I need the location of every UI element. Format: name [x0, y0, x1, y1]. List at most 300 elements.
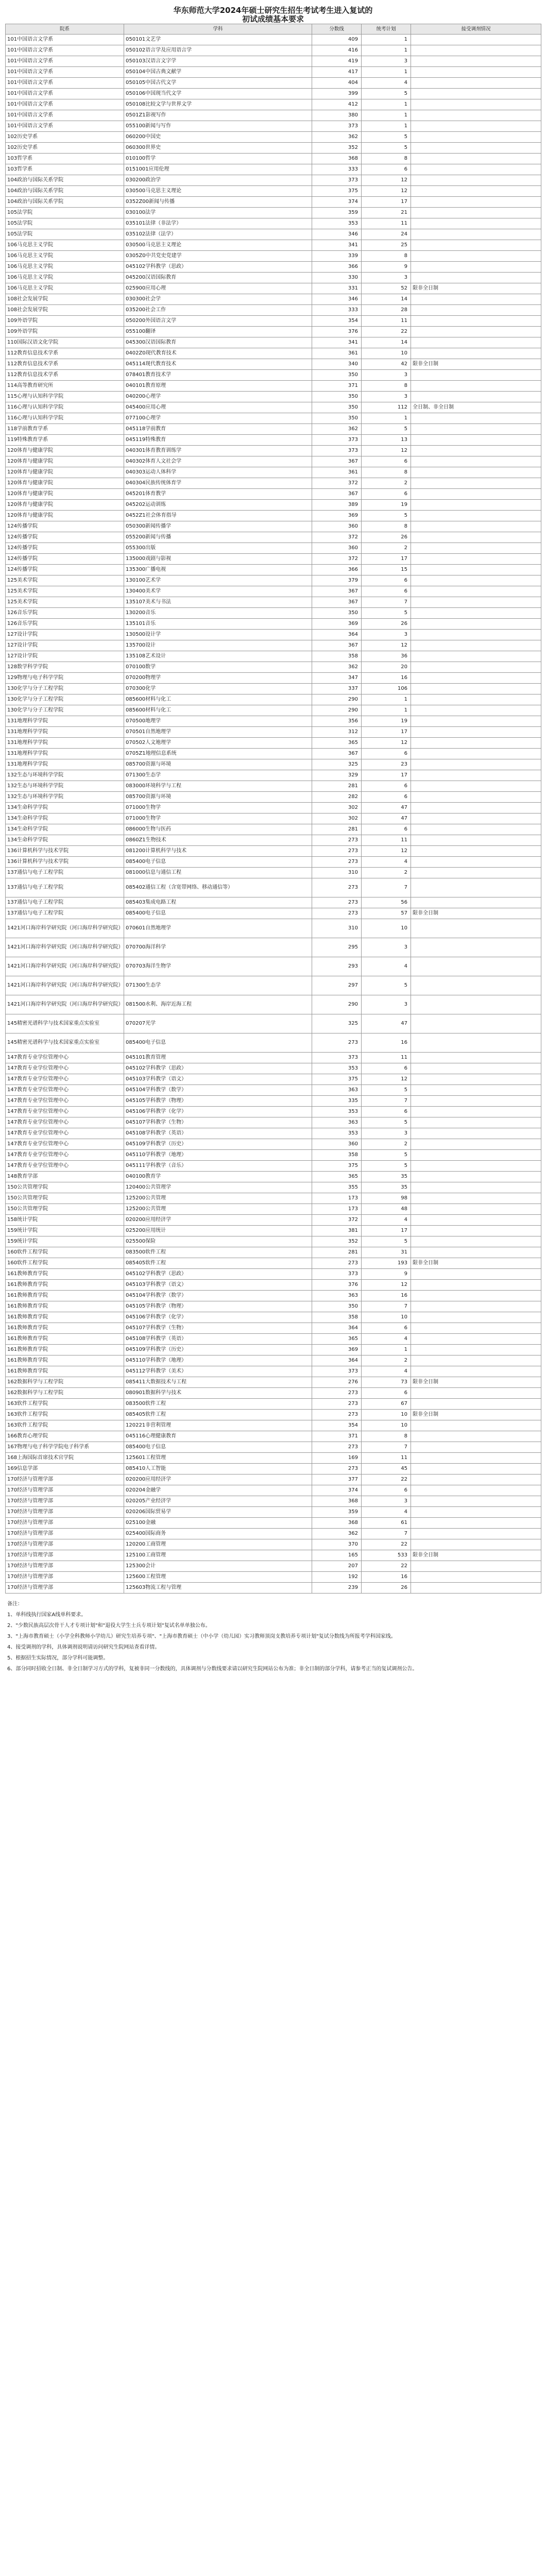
cell-plan: 5 — [362, 1161, 411, 1172]
cell-unit: 125美术学院 — [6, 586, 124, 597]
cell-major: 125200公共管理 — [124, 1193, 312, 1204]
cell-plan: 6 — [362, 824, 411, 835]
cell-score: 368 — [312, 1518, 362, 1529]
cell-score: 375 — [312, 1161, 362, 1172]
cell-score: 273 — [312, 1399, 362, 1410]
cell-major: 0705Z1地理信息系统 — [124, 749, 312, 759]
cell-major: 050104中国古典文献学 — [124, 67, 312, 78]
cell-major: 085400电子信息 — [124, 1442, 312, 1453]
header-plan: 统考计划 — [362, 24, 411, 35]
cell-note — [411, 803, 541, 814]
cell-score: 389 — [312, 500, 362, 511]
table-row — [6, 143, 541, 154]
cell-note — [411, 995, 541, 1014]
cell-major: 040200心理学 — [124, 392, 312, 402]
table-row — [6, 446, 541, 456]
cell-unit: 170经济与管理学部 — [6, 1539, 124, 1550]
cell-note — [411, 305, 541, 316]
cell-major: 050102语言学及应用语言学 — [124, 45, 312, 56]
table-row — [6, 770, 541, 781]
cell-score: 310 — [312, 868, 362, 878]
cell-major: 045201体育教学 — [124, 489, 312, 500]
cell-note — [411, 565, 541, 575]
cell-plan: 35 — [362, 1182, 411, 1193]
cell-unit: 170经济与管理学部 — [6, 1518, 124, 1529]
cell-plan: 3 — [362, 1128, 411, 1139]
cell-major: 040101教育原理 — [124, 381, 312, 392]
cell-unit: 161教师教育学院 — [6, 1366, 124, 1377]
table-row — [6, 938, 541, 957]
cell-score: 350 — [312, 1301, 362, 1312]
cell-score: 273 — [312, 846, 362, 857]
cell-note — [411, 1561, 541, 1572]
cell-unit: 127设计学院 — [6, 640, 124, 651]
cell-unit: 134生命科学学院 — [6, 835, 124, 846]
table-row — [6, 1323, 541, 1334]
cell-note — [411, 413, 541, 424]
table-row — [6, 1388, 541, 1399]
cell-note — [411, 521, 541, 532]
cell-note — [411, 1215, 541, 1226]
cell-major: 045107学科教学（生物） — [124, 1117, 312, 1128]
cell-unit: 120体育与健康学院 — [6, 478, 124, 489]
cell-note — [411, 197, 541, 208]
table-row — [6, 957, 541, 976]
cell-plan: 6 — [362, 586, 411, 597]
cell-major: 125300会计 — [124, 1561, 312, 1572]
table-row — [6, 1507, 541, 1518]
cell-unit: 131地理科学学院 — [6, 716, 124, 727]
cell-plan: 12 — [362, 1280, 411, 1291]
cell-major: 045200汉语国际教育 — [124, 273, 312, 283]
cell-score: 347 — [312, 673, 362, 684]
cell-major: 071300生态学 — [124, 770, 312, 781]
note-line: 6、部分同时招收全日制、非全日制学习方式的学科，复被非同一分数线的，具体调剂与分数线要求请以研究生院网站公布为准；非全日制的部分学科，请参考正当的复试调剂公告。 — [7, 1666, 418, 1672]
cell-score: 329 — [312, 770, 362, 781]
cell-unit: 170经济与管理学部 — [6, 1572, 124, 1583]
table-row — [6, 586, 541, 597]
cell-major: 0860Z1生物技术 — [124, 835, 312, 846]
cell-score: 302 — [312, 803, 362, 814]
note-line: 备注： — [7, 1601, 23, 1607]
cell-plan: 3 — [362, 1496, 411, 1507]
cell-unit: 163软件工程学院 — [6, 1399, 124, 1410]
cell-plan: 4 — [362, 857, 411, 868]
cell-plan: 4 — [362, 1334, 411, 1345]
cell-major: 085402通信工程（含宽带网络、移动通信等） — [124, 878, 312, 897]
cell-note — [411, 1117, 541, 1128]
cell-major: 085400电子信息 — [124, 908, 312, 919]
cell-plan: 98 — [362, 1193, 411, 1204]
table-row — [6, 500, 541, 511]
cell-plan: 4 — [362, 1507, 411, 1518]
cell-score: 373 — [312, 1053, 362, 1063]
cell-note — [411, 1291, 541, 1301]
cell-unit: 134生命科学学院 — [6, 803, 124, 814]
cell-score: 273 — [312, 1442, 362, 1453]
cell-unit: 159统计学院 — [6, 1236, 124, 1247]
table-row — [6, 89, 541, 99]
cell-note — [411, 662, 541, 673]
cell-score: 363 — [312, 1291, 362, 1301]
cell-plan: 61 — [362, 1518, 411, 1529]
cell-score: 381 — [312, 1226, 362, 1236]
cell-unit: 105法学院 — [6, 218, 124, 229]
table-row — [6, 359, 541, 370]
cell-plan: 47 — [362, 803, 411, 814]
table-row — [6, 897, 541, 908]
cell-plan: 20 — [362, 662, 411, 673]
cell-note: 限非全日制 — [411, 1410, 541, 1420]
cell-score: 361 — [312, 467, 362, 478]
cell-score: 404 — [312, 78, 362, 89]
cell-note — [411, 835, 541, 846]
cell-note — [411, 694, 541, 705]
cell-plan: 17 — [362, 197, 411, 208]
table-row — [6, 348, 541, 359]
cell-major: 035102法律（法学） — [124, 229, 312, 240]
table-row — [6, 392, 541, 402]
cell-score: 359 — [312, 1507, 362, 1518]
cell-major: 050106中国现当代文学 — [124, 89, 312, 99]
cell-plan: 12 — [362, 1074, 411, 1085]
cell-plan: 8 — [362, 1431, 411, 1442]
cell-major: 045119特殊教育 — [124, 435, 312, 446]
cell-major: 070200物理学 — [124, 673, 312, 684]
cell-note — [411, 1074, 541, 1085]
cell-plan: 35 — [362, 1172, 411, 1182]
cell-score: 273 — [312, 1258, 362, 1269]
cell-major: 055200新闻与传播 — [124, 532, 312, 543]
cell-major: 030500马克思主义理论 — [124, 240, 312, 251]
cell-major: 050105中国古代文学 — [124, 78, 312, 89]
cell-score: 352 — [312, 1236, 362, 1247]
cell-major: 045103学科教学（语文） — [124, 1280, 312, 1291]
cell-major: 045111学科教学（音乐） — [124, 1161, 312, 1172]
cell-note — [411, 1496, 541, 1507]
cell-unit: 131地理科学学院 — [6, 738, 124, 749]
cell-score: 361 — [312, 348, 362, 359]
cell-score: 354 — [312, 316, 362, 327]
cell-major: 120221非营利管理 — [124, 1420, 312, 1431]
cell-unit: 170经济与管理学部 — [6, 1583, 124, 1594]
cell-unit: 101中国语言文学系 — [6, 78, 124, 89]
cell-unit: 161教师教育学院 — [6, 1323, 124, 1334]
table-row — [6, 630, 541, 640]
cell-plan: 4 — [362, 78, 411, 89]
cell-unit: 145精密光谱科学与技术国家重点实验室 — [6, 1014, 124, 1033]
cell-unit: 101中国语言文学系 — [6, 110, 124, 121]
cell-unit: 101中国语言文学系 — [6, 35, 124, 45]
cell-unit: 101中国语言文学系 — [6, 45, 124, 56]
cell-note — [411, 1033, 541, 1053]
cell-note — [411, 1107, 541, 1117]
cell-note — [411, 337, 541, 348]
cell-score: 372 — [312, 478, 362, 489]
table-row — [6, 1366, 541, 1377]
cell-score: 350 — [312, 413, 362, 424]
table-row — [6, 35, 541, 45]
cell-major: 045118学前教育 — [124, 424, 312, 435]
cell-unit: 103哲学系 — [6, 164, 124, 175]
cell-major: 055100新闻与写作 — [124, 121, 312, 132]
cell-plan: 22 — [362, 1539, 411, 1550]
cell-major: 070501自然地理学 — [124, 727, 312, 738]
header-major: 学科 — [124, 24, 312, 35]
cell-score: 365 — [312, 1334, 362, 1345]
cell-major: 045102学科教学（思政） — [124, 262, 312, 273]
cell-major: 025500保险 — [124, 1236, 312, 1247]
cell-score: 419 — [312, 56, 362, 67]
cell-score: 356 — [312, 716, 362, 727]
cell-unit: 161教师教育学院 — [6, 1345, 124, 1355]
table-row — [6, 995, 541, 1014]
table-row — [6, 554, 541, 565]
cell-unit: 147教育专业学位管理中心 — [6, 1139, 124, 1150]
cell-plan: 5 — [362, 143, 411, 154]
table-row — [6, 1453, 541, 1464]
cell-score: 352 — [312, 143, 362, 154]
cell-note — [411, 651, 541, 662]
cell-score: 337 — [312, 684, 362, 694]
table-row — [6, 164, 541, 175]
cell-unit: 161教师教育学院 — [6, 1334, 124, 1345]
cell-note — [411, 1529, 541, 1539]
cell-plan: 5 — [362, 1085, 411, 1096]
table-row — [6, 1355, 541, 1366]
table-row — [6, 1464, 541, 1475]
cell-score: 363 — [312, 1117, 362, 1128]
table-body — [6, 35, 541, 1594]
cell-unit: 116心理与认知科学学院 — [6, 402, 124, 413]
cell-note — [411, 1420, 541, 1431]
table-row — [6, 1550, 541, 1561]
cell-score: 350 — [312, 402, 362, 413]
cell-score: 366 — [312, 565, 362, 575]
cell-score: 372 — [312, 1215, 362, 1226]
cell-score: 333 — [312, 305, 362, 316]
cell-unit: 120体育与健康学院 — [6, 511, 124, 521]
cell-plan: 16 — [362, 673, 411, 684]
table-row — [6, 413, 541, 424]
cell-note — [411, 164, 541, 175]
table-row — [6, 608, 541, 619]
table-row — [6, 532, 541, 543]
cell-score: 367 — [312, 640, 362, 651]
cell-note — [411, 749, 541, 759]
cell-plan: 5 — [362, 1150, 411, 1161]
cell-plan: 6 — [362, 1107, 411, 1117]
cell-major: 045112学科教学（美术） — [124, 1366, 312, 1377]
document-title — [0, 0, 546, 23]
cell-major: 060200中国史 — [124, 132, 312, 143]
cell-score: 165 — [312, 1550, 362, 1561]
cell-major: 045104学科教学（数学） — [124, 1085, 312, 1096]
cell-score: 373 — [312, 1366, 362, 1377]
table-row — [6, 1518, 541, 1529]
cell-note — [411, 1226, 541, 1236]
cell-score: 335 — [312, 1096, 362, 1107]
cell-plan: 48 — [362, 1204, 411, 1215]
cell-unit: 131地理科学学院 — [6, 727, 124, 738]
cell-plan: 23 — [362, 759, 411, 770]
table-row — [6, 619, 541, 630]
cell-unit: 105法学院 — [6, 208, 124, 218]
cell-score: 346 — [312, 229, 362, 240]
table-row — [6, 283, 541, 294]
cell-plan: 16 — [362, 1572, 411, 1583]
cell-major: 030500马克思主义理论 — [124, 186, 312, 197]
cell-plan: 3 — [362, 995, 411, 1014]
cell-note — [411, 1334, 541, 1345]
cell-plan: 3 — [362, 938, 411, 957]
cell-plan: 533 — [362, 1550, 411, 1561]
table-row — [6, 1063, 541, 1074]
cell-score: 358 — [312, 1150, 362, 1161]
cell-note — [411, 89, 541, 99]
note-line: 4、接受调剂的学科，具体调剂说明请访问研究生院网站查看详情。 — [7, 1645, 160, 1650]
cell-score: 281 — [312, 781, 362, 792]
cell-note — [411, 630, 541, 640]
cell-major: 020204金融学 — [124, 1485, 312, 1496]
cell-score: 364 — [312, 630, 362, 640]
cell-score: 367 — [312, 749, 362, 759]
cell-plan: 6 — [362, 749, 411, 759]
cell-plan: 11 — [362, 1453, 411, 1464]
cell-major: 081500水利、海岸近海工程 — [124, 995, 312, 1014]
cell-unit: 131地理科学学院 — [6, 759, 124, 770]
cell-plan: 15 — [362, 565, 411, 575]
cell-note — [411, 1301, 541, 1312]
cell-unit: 147教育专业学位管理中心 — [6, 1150, 124, 1161]
cell-unit: 162数据科学与工程学院 — [6, 1388, 124, 1399]
table-row — [6, 175, 541, 186]
table-row — [6, 543, 541, 554]
table-row — [6, 1485, 541, 1496]
cell-score: 362 — [312, 424, 362, 435]
cell-plan: 8 — [362, 521, 411, 532]
table-row — [6, 565, 541, 575]
cell-score: 416 — [312, 45, 362, 56]
table-row — [6, 110, 541, 121]
cell-plan: 13 — [362, 435, 411, 446]
table-row — [6, 759, 541, 770]
cell-note — [411, 456, 541, 467]
cell-score: 373 — [312, 121, 362, 132]
cell-note — [411, 1312, 541, 1323]
cell-plan: 4 — [362, 1366, 411, 1377]
cell-unit: 137通信与电子工程学院 — [6, 897, 124, 908]
table-row — [6, 251, 541, 262]
cell-plan: 7 — [362, 878, 411, 897]
cell-unit: 136计算机科学与技术学院 — [6, 857, 124, 868]
cell-score: 239 — [312, 1583, 362, 1594]
table-row — [6, 154, 541, 164]
header-note: 接受调剂情况 — [411, 24, 541, 35]
table-row — [6, 1226, 541, 1236]
cell-note — [411, 1323, 541, 1334]
table-row — [6, 1182, 541, 1193]
cell-plan: 22 — [362, 327, 411, 337]
table-row — [6, 673, 541, 684]
cell-score: 362 — [312, 1529, 362, 1539]
cell-score: 369 — [312, 1345, 362, 1355]
table-row — [6, 197, 541, 208]
cell-score: 297 — [312, 976, 362, 995]
cell-major: 045202运动训练 — [124, 500, 312, 511]
cell-major: 085700资源与环境 — [124, 792, 312, 803]
cell-plan: 6 — [362, 489, 411, 500]
cell-plan: 73 — [362, 1377, 411, 1388]
cell-plan: 10 — [362, 1312, 411, 1323]
cell-plan: 6 — [362, 1485, 411, 1496]
table-row — [6, 792, 541, 803]
table-row — [6, 240, 541, 251]
cell-score: 368 — [312, 154, 362, 164]
cell-major: 060300世界史 — [124, 143, 312, 154]
cell-unit: 131地理科学学院 — [6, 749, 124, 759]
table-row — [6, 738, 541, 749]
cell-unit: 161教师教育学院 — [6, 1269, 124, 1280]
cell-note — [411, 1345, 541, 1355]
table-row — [6, 727, 541, 738]
cell-score: 373 — [312, 175, 362, 186]
cell-score: 367 — [312, 597, 362, 608]
cell-unit: 1421河口海岸科学研究院（河口海岸科学研究院） — [6, 957, 124, 976]
cell-score: 362 — [312, 662, 362, 673]
table-row — [6, 1150, 541, 1161]
note-line: 3、"上海市教育硕士（小学全科教师小学幼儿）研究生培养专项"、"上海市教育硕士（中小学（幼儿园）实习教师顶岗支教培养专项计划"复试分数线为所报考学科国家线。 — [7, 1634, 396, 1639]
cell-major: 045102学科教学（思政） — [124, 1063, 312, 1074]
cell-plan: 22 — [362, 1475, 411, 1485]
cell-score: 282 — [312, 792, 362, 803]
cell-plan: 1 — [362, 705, 411, 716]
cell-plan: 6 — [362, 781, 411, 792]
cell-unit: 147教育专业学位管理中心 — [6, 1117, 124, 1128]
cell-unit: 160软件工程学院 — [6, 1258, 124, 1269]
table-row — [6, 186, 541, 197]
cell-major: 085410人工智能 — [124, 1464, 312, 1475]
cell-major: 086000生物与医药 — [124, 824, 312, 835]
table-row — [6, 1410, 541, 1420]
cell-major: 010100哲学 — [124, 154, 312, 164]
cell-score: 273 — [312, 1388, 362, 1399]
cell-score: 373 — [312, 1269, 362, 1280]
cell-unit: 126音乐学院 — [6, 619, 124, 630]
cell-major: 050200外国语言文学 — [124, 316, 312, 327]
cell-major: 070601自然地理学 — [124, 919, 312, 938]
cell-unit: 163软件工程学院 — [6, 1420, 124, 1431]
cell-note — [411, 273, 541, 283]
table-row — [6, 919, 541, 938]
cell-plan: 2 — [362, 1355, 411, 1366]
cell-major: 045106学科教学（化学） — [124, 1312, 312, 1323]
cell-unit: 163软件工程学院 — [6, 1410, 124, 1420]
cell-unit: 112教育信息技术学系 — [6, 370, 124, 381]
cell-plan: 3 — [362, 370, 411, 381]
cell-plan: 10 — [362, 1410, 411, 1420]
cell-major: 070700海洋科学 — [124, 938, 312, 957]
table-row — [6, 857, 541, 868]
cell-unit: 170经济与管理学部 — [6, 1561, 124, 1572]
cell-major: 130400美术学 — [124, 586, 312, 597]
table-row — [6, 294, 541, 305]
cell-plan: 9 — [362, 262, 411, 273]
cell-note — [411, 1269, 541, 1280]
cell-unit: 132生态与环境科学学院 — [6, 792, 124, 803]
cell-unit: 120体育与健康学院 — [6, 467, 124, 478]
table-row — [6, 1172, 541, 1182]
